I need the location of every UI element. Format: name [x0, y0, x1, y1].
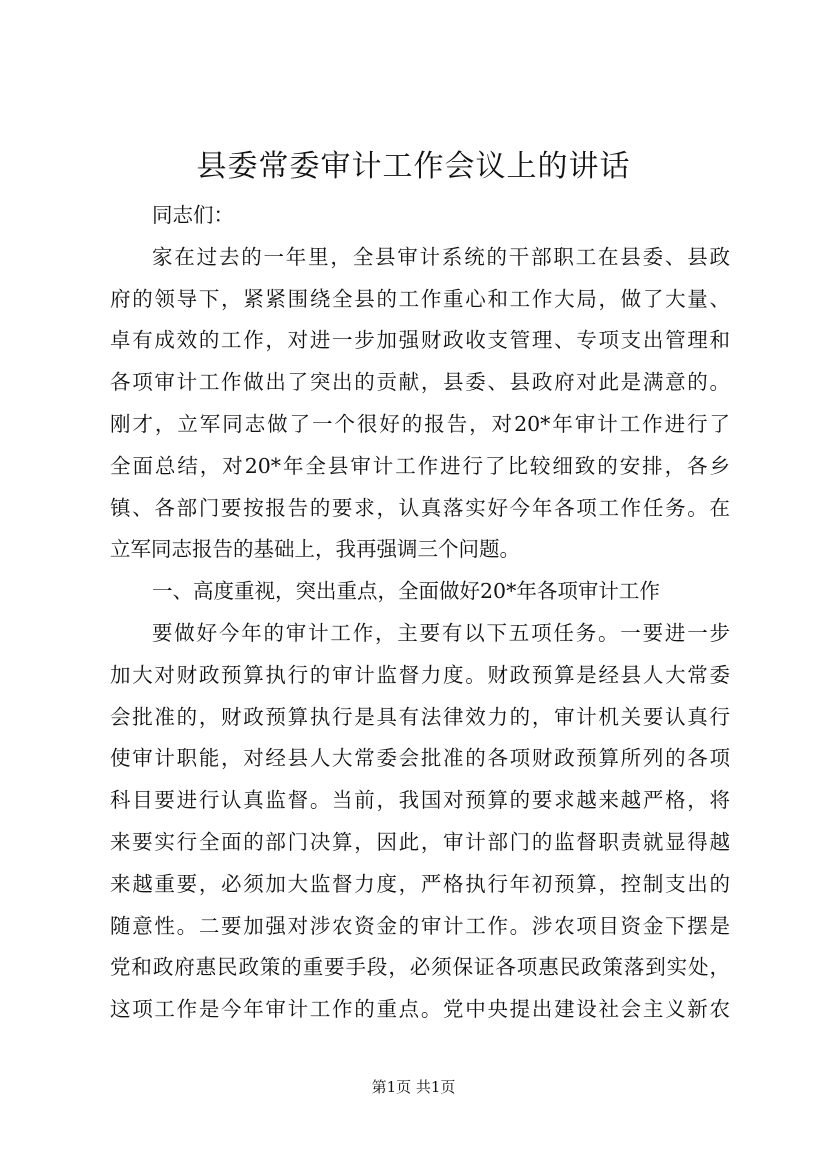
text-line: 来越重要，必须加大监督力度，严格执行年初预算，控制支出的 [110, 871, 730, 896]
text-line: 这项工作是今年审计工作的重点。党中央提出建设社会主义新农 [110, 997, 730, 1022]
text-line: 全面总结，对20*年全县审计工作进行了比较细致的安排，各乡 [110, 453, 730, 478]
text-line: 同志们： [152, 203, 234, 227]
text-line: 各项审计工作做出了突出的贡献，县委、县政府对此是满意的。 [110, 370, 730, 395]
text-line: 刚才，立军同志做了一个很好的报告，对20*年审计工作进行了 [110, 411, 730, 436]
text-line: 党和政府惠民政策的重要手段，必须保证各项惠民政策落到实处， [110, 955, 730, 980]
page-footer: 第1页 共1页 [371, 1078, 456, 1096]
text-line: 镇、各部门要按报告的要求，认真落实好今年各项工作任务。在 [110, 495, 730, 520]
text-line: 立军同志报告的基础上，我再强调三个问题。 [110, 537, 520, 562]
text-line: 科目要进行认真监督。当前，我国对预算的要求越来越严格，将 [110, 788, 730, 813]
text-line: 来要实行全面的部门决算，因此，审计部门的监督职责就显得越 [110, 829, 730, 854]
document-body [110, 195, 730, 1031]
text-line: 使审计职能，对经县人大常委会批准的各项财政预算所列的各项 [110, 746, 730, 771]
text-line: 卓有成效的工作，对进一步加强财政收支管理、专项支出管理和 [110, 328, 730, 353]
document-title: 县委常委审计工作会议上的讲话 [196, 149, 631, 184]
text-line: 随意性。二要加强对涉农资金的审计工作。涉农项目资金下摆是 [110, 913, 730, 938]
text-line: 加大对财政预算执行的审计监督力度。财政预算是经县人大常委 [110, 662, 730, 687]
text-line: 一、高度重视，突出重点，全面做好20*年各项审计工作 [152, 579, 660, 604]
text-line: 府的领导下，紧紧围绕全县的工作重心和工作大局，做了大量、 [110, 286, 730, 311]
text-line: 会批准的，财政预算执行是具有法律效力的，审计机关要认真行 [110, 704, 730, 729]
text-line: 家在过去的一年里，全县审计系统的干部职工在县委、县政 [152, 244, 730, 269]
text-line: 要做好今年的审计工作，主要有以下五项任务。一要进一步 [152, 620, 730, 645]
